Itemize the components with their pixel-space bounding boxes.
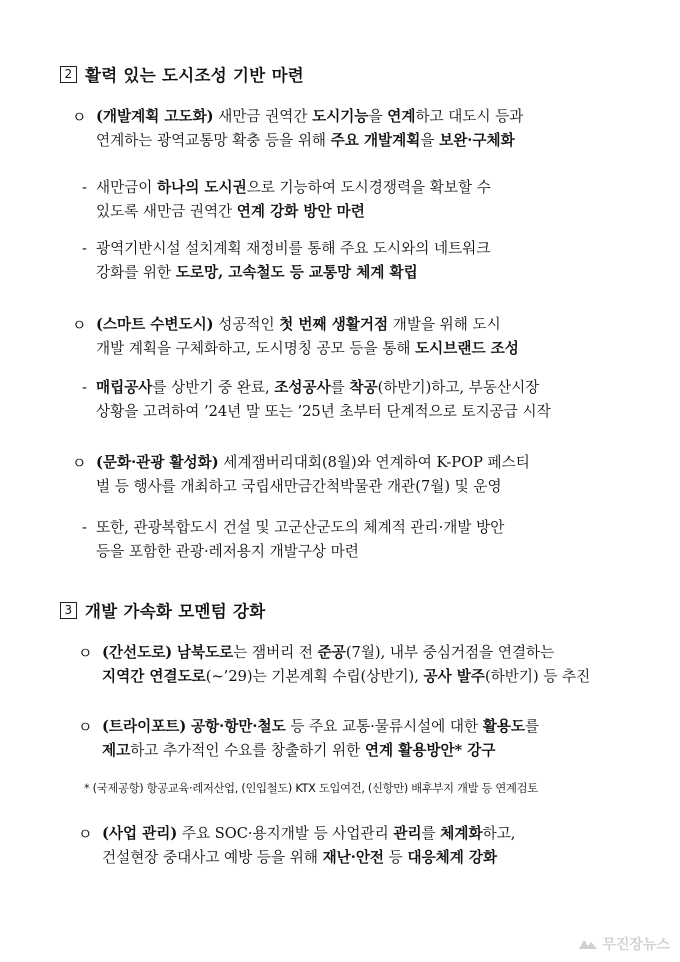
- list-item: [82, 237, 612, 285]
- bullet-marker: ㅇ: [72, 316, 87, 334]
- list-item: [78, 715, 612, 763]
- item-line: 광역기반시설 설치계획 재정비를 통해 주요 도시와의 네트워크: [96, 240, 491, 257]
- list-item: [82, 376, 612, 424]
- watermark-logo-icon: [578, 937, 598, 951]
- item-line: 있도록 새만금 권역간 연계 강화 방안 마련: [96, 203, 365, 220]
- section-title: 개발 가속화 모멘텀 강화: [85, 602, 266, 621]
- dash-marker: -: [82, 179, 87, 196]
- bullet-marker: ㅇ: [72, 454, 87, 472]
- item-line: (스마트 수변도시) 성공적인 첫 번째 생활거점 개발을 위해 도시: [96, 316, 501, 333]
- bullet-marker: ㅇ: [72, 108, 87, 126]
- bullet-marker: ㅇ: [78, 718, 93, 736]
- dash-marker: -: [82, 240, 87, 257]
- item-line: 개발 계획을 구체화하고, 도시명칭 공모 등을 통해 도시브랜드 조성: [96, 340, 519, 357]
- item-line: 지역간 연결도로(~’29)는 기본계획 수립(상반기), 공사 발주(하반기) 등 추진: [102, 668, 591, 685]
- list-item: [72, 313, 612, 361]
- list-item: [72, 105, 612, 153]
- list-item: [82, 176, 612, 224]
- item-line: 강화를 위한 도로망, 고속철도 등 교통망 체계 확립: [96, 264, 418, 281]
- watermark-text: 무진장뉴스: [602, 937, 670, 953]
- item-line: 벌 등 행사를 개최하고 국립새만금간척박물관 개관(7월) 및 운영: [96, 478, 502, 495]
- footnote: * (국제공항) 항공교육·레저산업, (인입철도) KTX 도입여건, (신항만) 배후부지 개발 등 연계검토: [84, 782, 538, 795]
- item-line: 등을 포함한 관광·레저용지 개발구상 마련: [96, 543, 359, 560]
- dash-marker: -: [82, 519, 87, 536]
- item-line: 매립공사를 상반기 중 완료, 조성공사를 착공(하반기)하고, 부동산시장: [96, 379, 540, 396]
- list-item: [78, 822, 612, 870]
- item-line: (사업 관리) 주요 SOC·용지개발 등 사업관리 관리를 체계화하고,: [102, 825, 516, 842]
- item-line: 또한, 관광복합도시 건설 및 고군산군도의 체계적 관리·개발 방안: [96, 519, 505, 536]
- dash-marker: -: [82, 379, 87, 396]
- item-line: 새만금이 하나의 도시권으로 기능하여 도시경쟁력을 확보할 수: [96, 179, 491, 196]
- section-heading-2: [60, 62, 304, 86]
- bullet-marker: ㅇ: [78, 644, 93, 662]
- section-number-box: 3: [60, 602, 77, 619]
- list-item: [72, 451, 612, 499]
- watermark: [578, 934, 670, 954]
- list-item: [82, 516, 612, 564]
- section-title: 활력 있는 도시조성 기반 마련: [85, 66, 305, 85]
- item-line: 제고하고 추가적인 수요를 창출하기 위한 연계 활용방안* 강구: [102, 742, 496, 759]
- item-line: 상황을 고려하여 ’24년 말 또는 ’25년 초부터 단계적으로 토지공급 시작: [96, 403, 551, 420]
- list-item: [78, 641, 612, 689]
- item-line: 연계하는 광역교통망 확충 등을 위해 주요 개발계획을 보완·구체화: [96, 132, 515, 149]
- item-line: (간선도로) 남북도로는 잼버리 전 준공(7월), 내부 중심거점을 연결하는: [102, 644, 555, 661]
- item-line: (문화·관광 활성화) 세계잼버리대회(8월)와 연계하여 K-POP 페스티: [96, 454, 530, 471]
- section-number-box: 2: [60, 66, 77, 83]
- section-heading-3: [60, 598, 266, 622]
- item-line: (트라이포트) 공항·항만·철도 등 주요 교통·물류시설에 대한 활용도를: [102, 718, 540, 735]
- item-line: (개발계획 고도화) 새만금 권역간 도시기능을 연계하고 대도시 등과: [96, 108, 524, 125]
- item-line: 건설현장 중대사고 예방 등을 위해 재난·안전 등 대응체계 강화: [102, 849, 498, 866]
- bullet-marker: ㅇ: [78, 825, 93, 843]
